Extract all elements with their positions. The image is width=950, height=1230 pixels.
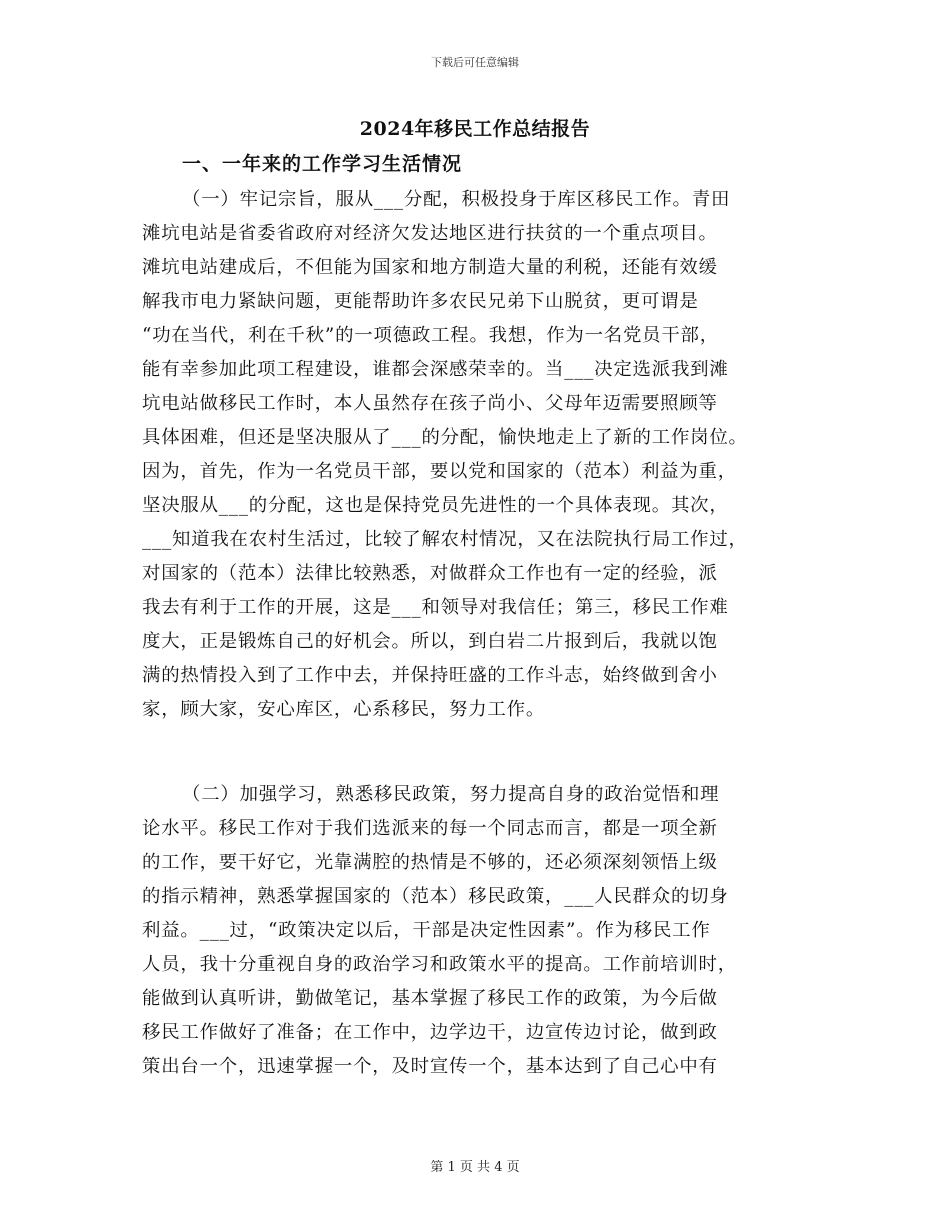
page-footer: 第 1 页 共 4 页 <box>430 1160 520 1175</box>
body-line: 满的热情投入到了工作中去，并保持旺盛的工作斗志，始终做到舍小 <box>142 665 718 686</box>
body-line: 滩坑电站是省委省政府对经济欠发达地区进行扶贫的一个重点项目。 <box>142 223 718 244</box>
body-line: （一）牢记宗旨，服从___分配，积极投身于库区移民工作。青田 <box>182 189 731 210</box>
body-line: 利益。___过，“政策决定以后，干部是决定性因素”。作为移民工作 <box>142 920 711 941</box>
body-line: 的指示精神，熟悉掌握国家的（范本）移民政策，___人民群众的切身 <box>142 886 729 907</box>
body-line: 能做到认真听讲，勤做笔记，基本掌握了移民工作的政策，为今后做 <box>142 988 718 1009</box>
body-line: 因为，首先，作为一名党员干部，要以党和国家的（范本）利益为重， <box>142 461 737 482</box>
body-line: ___知道我在农村生活过，比较了解农村情况，又在法院执行局工作过， <box>142 529 748 550</box>
page-header: 下载后可任意编辑 <box>431 56 519 69</box>
body-line: 坚决服从___的分配，这也是保持党员先进性的一个具体表现。其次， <box>142 495 729 516</box>
body-line: 策出台一个，迅速掌握一个，及时宣传一个，基本达到了自己心中有 <box>142 1056 718 1077</box>
body-line: 家，顾大家，安心库区，心系移民，努力工作。 <box>142 699 546 720</box>
body-line: “功在当代，利在千秋”的一项德政工程。我想，作为一名党员干部， <box>142 325 719 346</box>
body-line: 具体困难，但还是坚决服从了___的分配，愉快地走上了新的工作岗位。 <box>142 427 748 448</box>
document-title: 2024年移民工作总结报告 <box>359 118 591 140</box>
body-line: 滩坑电站建成后，不但能为国家和地方制造大量的利税，还能有效缓 <box>142 257 718 278</box>
body-line: 对国家的（范本）法律比较熟悉，对做群众工作也有一定的经验，派 <box>142 563 718 584</box>
section-heading: 一、一年来的工作学习生活情况 <box>182 153 463 175</box>
body-line: 的工作，要干好它，光靠满腔的热情是不够的，还必须深刻领悟上级 <box>142 852 718 873</box>
body-line: （二）加强学习，熟悉移民政策，努力提高自身的政治觉悟和理 <box>182 784 720 805</box>
body-line: 移民工作做好了准备；在工作中，边学边干，边宣传边讨论，做到政 <box>142 1022 718 1043</box>
body-line: 解我市电力紧缺问题，更能帮助许多农民兄弟下山脱贫，更可谓是 <box>142 291 699 312</box>
body-line: 我去有利于工作的开展，这是___和领导对我信任；第三，移民工作难 <box>142 597 729 618</box>
body-line: 能有幸参加此项工程建设，谁都会深感荣幸的。当___决定选派我到滩 <box>142 359 729 380</box>
body-line: 坑电站做移民工作时，本人虽然存在孩子尚小、父母年迈需要照顾等 <box>142 393 718 414</box>
body-line: 论水平。移民工作对于我们选派来的每一个同志而言，都是一项全新 <box>142 818 718 839</box>
body-line: 人员，我十分重视自身的政治学习和政策水平的提高。工作前培训时， <box>142 954 737 975</box>
body-line: 度大，正是锻炼自己的好机会。所以，到白岩二片报到后，我就以饱 <box>142 631 718 652</box>
